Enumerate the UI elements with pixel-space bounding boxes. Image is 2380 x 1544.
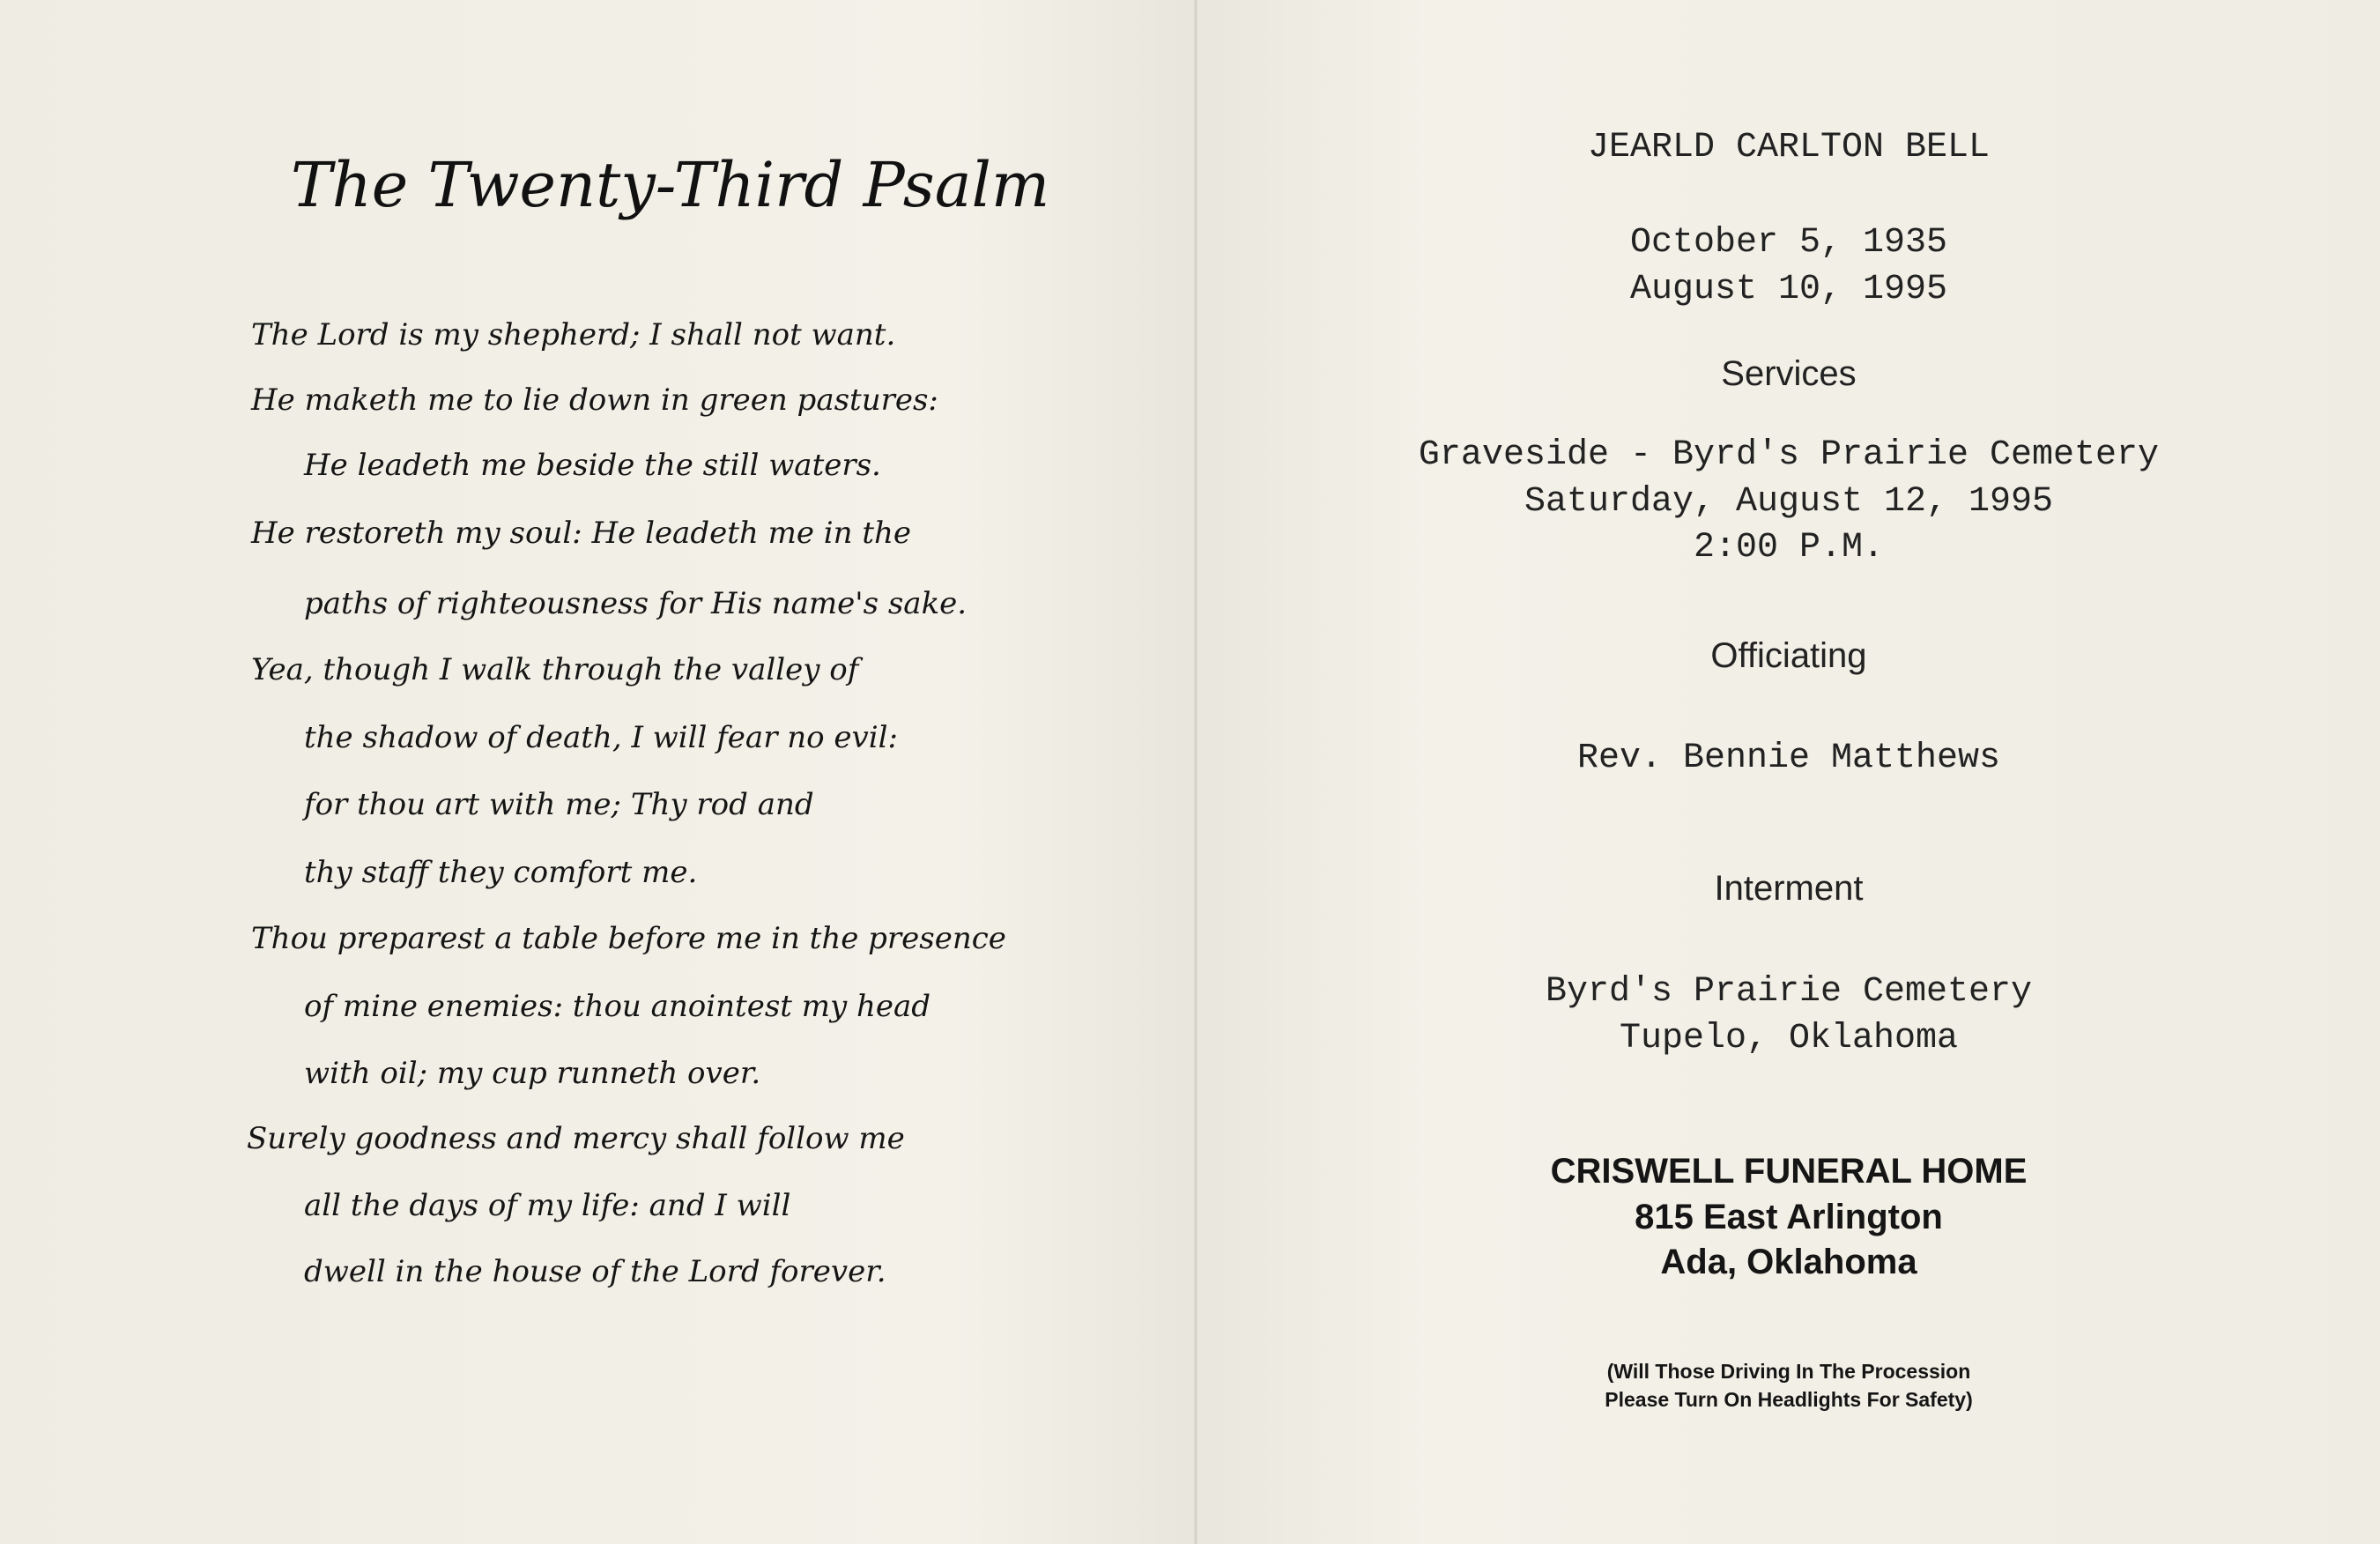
- psalm-line: paths of righteousness for His name's sake.: [304, 586, 968, 621]
- right-panel: [1197, 0, 2380, 1544]
- psalm-line: with oil; my cup runneth over.: [304, 1056, 761, 1091]
- funeral-home-city: Ada, Oklahoma: [1660, 1243, 1917, 1281]
- interment-place: Byrd's Prairie Cemetery: [1545, 972, 2033, 1012]
- officiant-name: Rev. Bennie Matthews: [1576, 739, 2001, 778]
- psalm-line: all the days of my life: and I will: [304, 1188, 791, 1223]
- services-heading: Services: [1721, 354, 1857, 393]
- psalm-line: thy staff they comfort me.: [304, 855, 698, 890]
- service-time: 2:00 P.M.: [1693, 528, 1885, 568]
- psalm-line: of mine enemies: thou anointest my head: [304, 989, 931, 1024]
- death-date: August 10, 1995: [1629, 270, 1948, 309]
- psalm-line: Surely goodness and mercy shall follow me: [247, 1121, 905, 1156]
- interment-heading: Interment: [1714, 869, 1864, 908]
- service-location: Graveside - Byrd's Prairie Cemetery: [1418, 435, 2160, 475]
- psalm-line: He leadeth me beside the still waters.: [304, 448, 881, 483]
- procession-notice-line-1: (Will Those Driving In The Procession: [1606, 1360, 1971, 1383]
- psalm-title: The Twenty-Third Psalm: [291, 149, 1050, 221]
- deceased-name: JEARLD CARLTON BELL: [1587, 128, 1991, 167]
- funeral-home-address: 815 East Arlington: [1635, 1198, 1943, 1236]
- birth-date: October 5, 1935: [1629, 223, 1948, 263]
- funeral-home-name: CRISWELL FUNERAL HOME: [1550, 1152, 2028, 1191]
- psalm-line: Yea, though I walk through the valley of: [251, 652, 859, 687]
- psalm-line: Thou preparest a table before me in the presence: [251, 921, 1006, 956]
- interment-city: Tupelo, Oklahoma: [1619, 1019, 1959, 1058]
- psalm-line: the shadow of death, I will fear no evil:: [304, 720, 898, 755]
- psalm-line: He restoreth my soul: He leadeth me in the: [251, 516, 912, 551]
- psalm-line: for thou art with me; Thy rod and: [304, 787, 814, 822]
- psalm-line: The Lord is my shepherd; I shall not want.: [251, 317, 896, 353]
- service-date: Saturday, August 12, 1995: [1524, 482, 2054, 522]
- psalm-line: He maketh me to lie down in green pastures:: [251, 382, 938, 418]
- officiating-heading: Officiating: [1710, 636, 1867, 675]
- procession-notice-line-2: Please Turn On Headlights For Safety): [1605, 1388, 1973, 1411]
- psalm-line: dwell in the house of the Lord forever.: [304, 1254, 886, 1289]
